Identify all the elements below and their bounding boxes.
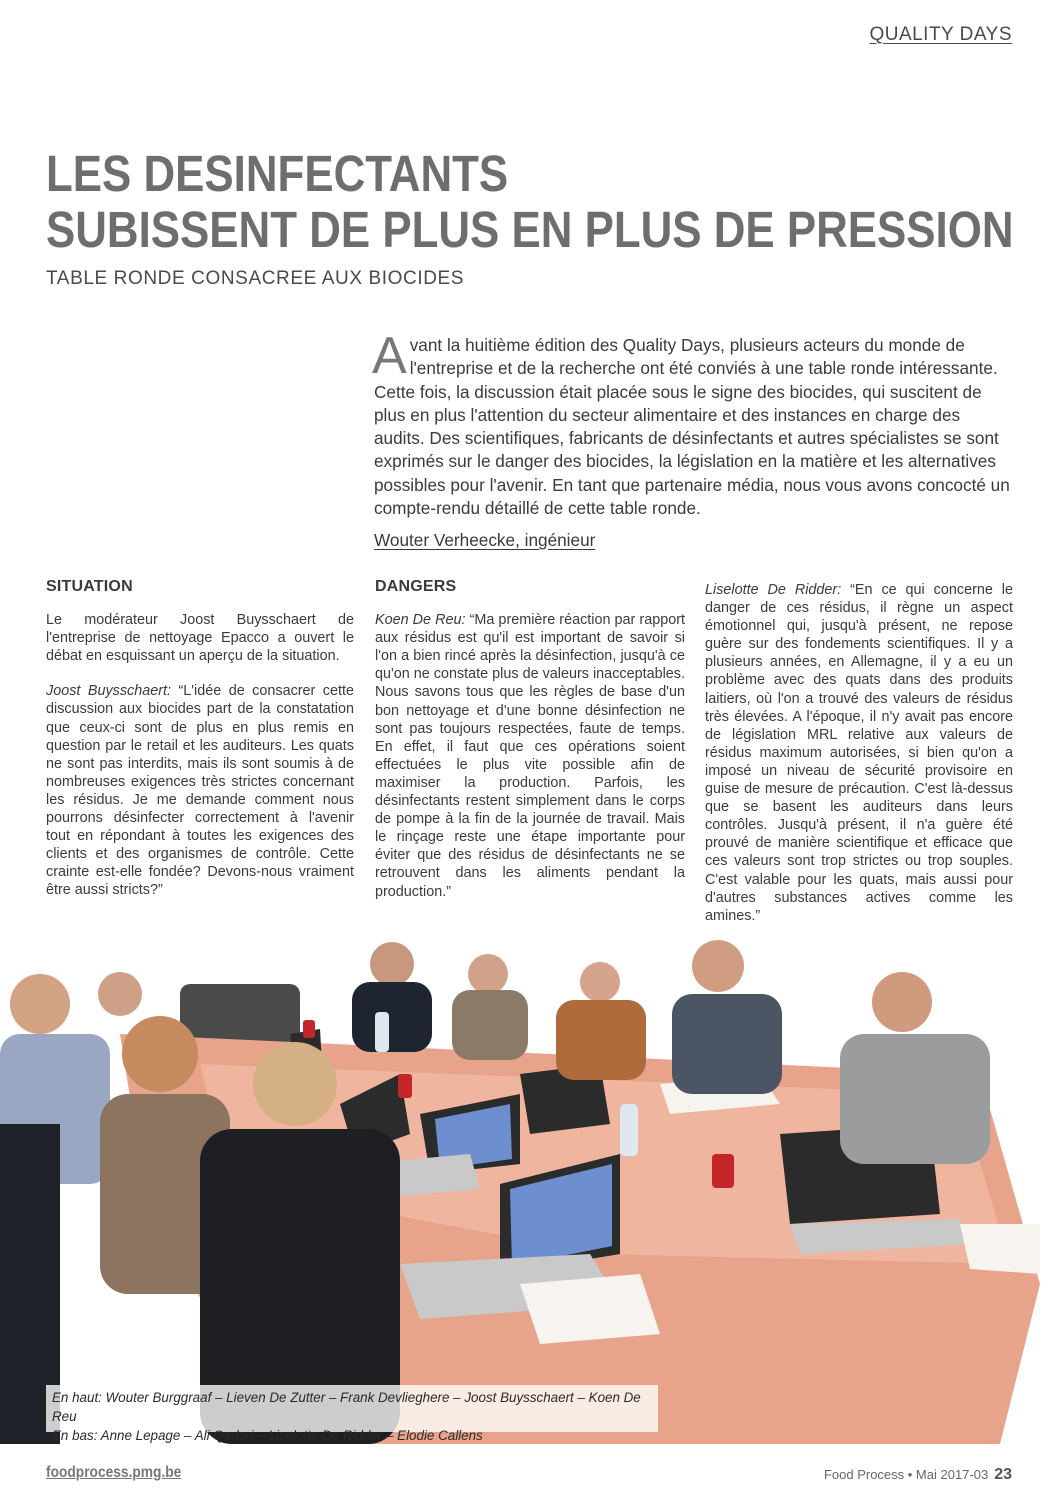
headline — [46, 145, 1014, 258]
quote-paragraph — [705, 581, 1013, 925]
headline-line-1: LES DESINFECTANTS — [46, 145, 509, 202]
issue-label: Food Process • Mai 2017-03 — [823, 1467, 989, 1482]
speaker-name: Joost Buysschaert: — [46, 683, 172, 700]
headline-line-2: SUBISSENT DE PLUS EN PLUS DE PRESSION — [46, 201, 1014, 258]
drop-cap: A — [372, 327, 407, 385]
roundtable-photo — [0, 924, 1058, 1444]
author-byline: Wouter Verheecke, ingénieur — [374, 530, 596, 550]
quote-paragraph — [46, 682, 354, 899]
intro-paragraph — [372, 327, 1014, 520]
paragraph: Le modérateur Joost Buysschaert de l'entreprise de nettoyage Epacco a ouvert le débat en esquissant un aperçu de la situation. — [46, 612, 354, 665]
speaker-name: Koen De Reu: — [375, 612, 466, 629]
subheading: TABLE RONDE CONSACREE AUX BIOCIDES — [46, 268, 465, 289]
speaker-name: Liselotte De Ridder: — [705, 582, 842, 598]
caption-line-top: En haut: Wouter Burggraaf – Lieven De Zutter – Frank Devlieghere – Joost Buysschaert – Koen De Reu — [52, 1390, 641, 1424]
quote-text: “L'idée de consacrer cette discussion aux biocides part de la constatation que ceux-ci sont de plus en plus remis en question par le retail et les auditeurs. Les quats ne sont pas interdits, mais ils sont soumis à de nombreuses exigences très strictes concernant les résidus. Je me demande comment nous pourrons désinfecter correctement à l'avenir tout en répondant à toutes les exigences des clients et des organismes de contrôle. Cette crainte est-elle fondée? Devons-nous vraiment être aussi stricts?” — [46, 683, 355, 899]
section-heading-dangers: DANGERS — [375, 578, 457, 595]
column-dangers — [375, 576, 685, 918]
website-link[interactable]: foodprocess.pmg.be — [46, 1464, 182, 1481]
intro-text: vant la huitième édition des Quality Days, plusieurs acteurs du monde de l'entreprise et de la recherche ont été conviés à une table ronde intéressante. Cette fois, la discussion était placée sous le signe des biocides, qui suscitent de plus en plus l'attention du secteur alimentaire et des instances en charge des audits. Des scientifiques, fabricants de désinfectants et autres spécialistes se sont exprimés sur le danger des biocides, la législation en la matière et les alternatives possibles pour l'avenir. En tant que partenaire média, nous vous avons concocté un compte-rendu détaillé de cette table ronde. — [374, 335, 1010, 519]
photo-caption — [46, 1385, 658, 1443]
quote-text: “En ce qui concerne le danger de ces résidus, il règne un aspect émotionnel qui, jusqu'à présent, ne repose guère sur des fondements scientifiques. Il y a plusieurs années, en Allemagne, il y a eu un problème avec des quats dans des produits laitiers, où l'on a trouvé des valeurs de résidus très élevées. A l'époque, il n'y avait pas encore de législation MRL relative aux valeurs de résidus maximum autorisées, si bien qu'on a imposé un niveau de sécurité provisoire en guise de mesure de précaution. C'est là-dessus que se basent les auditeurs dans leurs contrôles. Jusqu'à présent, il n'a guère été prouvé de manière scientifique et efficace que ces valeurs sont trop strictes ou trop souples. C'est valable pour les quats, mais aussi pour d'autres substances actives comme les amines.” — [705, 582, 1013, 924]
column-situation — [46, 576, 354, 917]
quote-paragraph — [375, 611, 685, 901]
page-footer — [824, 1466, 1012, 1484]
page-number: 23 — [994, 1466, 1012, 1483]
section-heading-situation: SITUATION — [46, 578, 133, 595]
quote-text: “Ma première réaction par rapport aux résidus est qu'il est important de savoir si l'on a bien rincé après la désinfection, jusqu'à ce qu'on ne constate plus de valeurs inacceptables. Nous savons tous que les règles de base d'un bon nettoyage et d'une bonne désinfection ne sont pas toujours respectées, faute de temps. En effet, il faut que ces opérations soient effectuées le plus vite possible afin de maximiser la production. Parfois, les désinfectants restent simplement dans le corps de pompe à la fin de la journée de travail. Mais le rinçage reste une étape importante pour éviter que des résidus de désinfectants ne se retrouvent dans les aliments pendant la production.” — [375, 612, 685, 900]
column-three — [705, 581, 1013, 942]
section-tag: QUALITY DAYS — [869, 24, 1012, 45]
caption-line-bottom: En bas: Anne Lepage – Ali Qadari – Liselotte De Ridder – Elodie Callens — [52, 1428, 483, 1443]
roundtable-illustration — [0, 924, 1058, 1444]
